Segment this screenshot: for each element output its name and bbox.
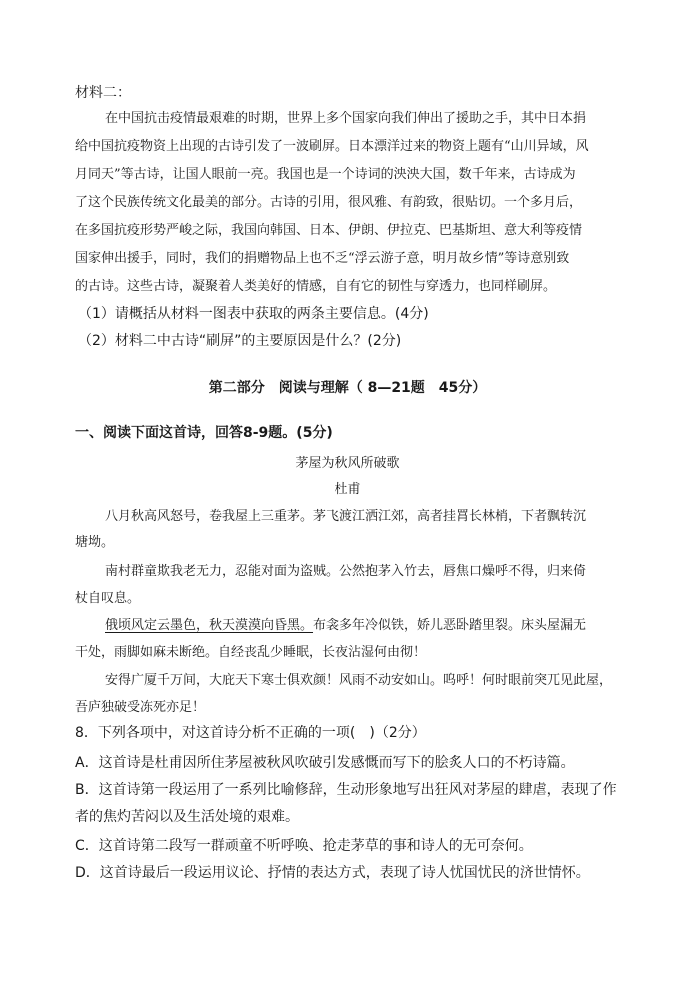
material2-heading: 材料二： <box>75 85 131 101</box>
question-1: （1）请概括从材料一图表中获取的两条主要信息。(4分) <box>78 306 429 322</box>
material2-line-3: 月同天”等古诗，让国人眼前一亮。我国也是一个诗词的泱泱大国，数千年来，古诗成为 <box>75 167 576 182</box>
question-8-option-d: D．这首诗最后一段运用议论、抒情的表达方式，表现了诗人忧国忧民的济世情怀。 <box>75 865 590 881</box>
poem-line-4: 杖自叹息。 <box>75 591 141 606</box>
question-8-stem: 8．下列各项中，对这首诗分析不正确的一项( )（2分） <box>75 725 426 741</box>
poem-line-3: 南村群童欺我老无力，忍能对面为盗贼。公然抱茅入竹去，唇焦口燥呼不得，归来倚 <box>105 564 587 579</box>
poem-line-2: 塘坳。 <box>75 535 115 550</box>
poem-line-5 <box>105 614 586 633</box>
question-8-option-c: C．这首诗第二段写一群顽童不听呼唤、抢走茅草的事和诗人的无可奈何。 <box>75 838 533 854</box>
material2-line-7: 的古诗。这些古诗，凝聚着人类美好的情感，自有它的韧性与穿透力，也同样刷屏。 <box>75 279 557 294</box>
question-8-option-b-cont: 者的焦灼苦闷以及生活处境的艰难。 <box>75 809 299 825</box>
poem-line-1: 八月秋高风怒号，卷我屋上三重茅。茅飞渡江洒江郊，高者挂罥长林梢，下者飘转沉 <box>105 509 587 524</box>
question-8-option-a: A．这首诗是杜甫因所住茅屋被秋风吹破引发感慨而写下的脍炙人口的不朽诗篇。 <box>75 755 575 771</box>
poem-line-8: 吾庐独破受冻死亦足！ <box>75 700 206 715</box>
material2-line-2: 给中国抗疫物资上出现的古诗引发了一波刷屏。日本漂洋过来的物资上题有“山川异域，风 <box>75 139 589 154</box>
poem-line-5-rest: 布衾多年冷似铁，娇儿恶卧踏里裂。床头屋漏无 <box>313 618 587 633</box>
material2-line-1: 在中国抗击疫情最艰难的时期，世界上多个国家向我们伸出了援助之手，其中日本捐 <box>105 111 587 126</box>
poem-underlined-couplet: 俄顷风定云墨色，秋天漠漠向昏黑。 <box>105 618 314 633</box>
question-8-option-b: B．这首诗第一段运用了一系列比喻修辞，生动形象地写出狂风对茅屋的肆虐，表现了作 <box>75 782 617 798</box>
question-2: （2）材料二中古诗“刷屏”的主要原因是什么？(2分) <box>78 333 402 349</box>
material2-line-5: 在多国抗疫形势严峻之际，我国向韩国、日本、伊朗、伊拉克、巴基斯坦、意大利等疫情 <box>75 223 583 238</box>
poem-line-7: 安得广厦千万间，大庇天下寒士俱欢颜！风雨不动安如山。呜呼！何时眼前突兀见此屋， <box>105 673 613 688</box>
material2-line-6: 国家伸出援手，同时，我们的捐赠物品上也不乏“浮云游子意，明月故乡情”等诗意别致 <box>75 251 570 266</box>
poem-author: 杜甫 <box>334 482 361 497</box>
section1-title: 一、阅读下面这首诗，回答8-9题。(5分) <box>75 425 333 441</box>
material2-line-4: 了这个民族传统文化最美的部分。古诗的引用，很风雅、有韵致，很贴切。一个多月后， <box>75 195 583 210</box>
part2-title: 第二部分 阅读与理解（ 8—21题 45分） <box>208 380 487 396</box>
poem-line-6: 干处，雨脚如麻未断绝。自经丧乱少睡眠，长夜沾湿何由彻！ <box>75 645 427 660</box>
poem-title: 茅屋为秋风所破歌 <box>295 456 400 471</box>
